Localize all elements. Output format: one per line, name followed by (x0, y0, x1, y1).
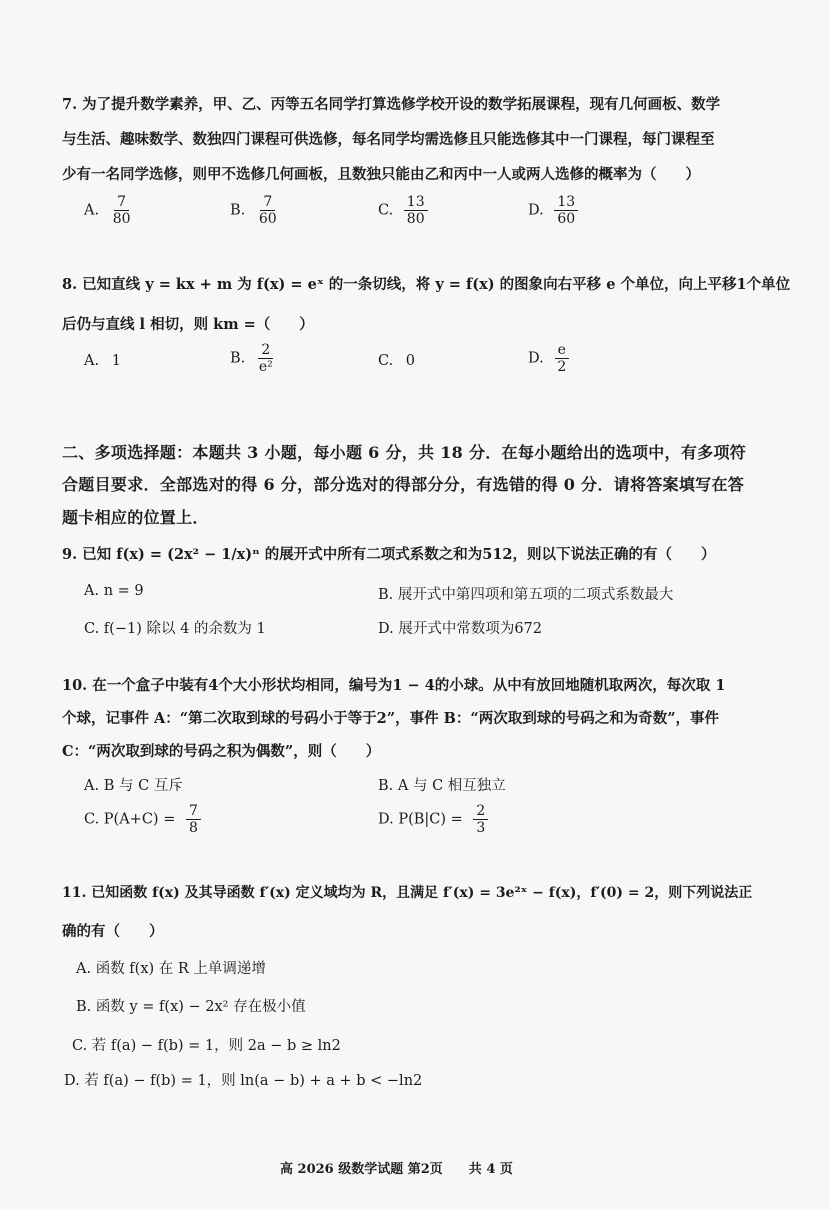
q7-line-3: 少有一名同学选修，则甲不选修几何画板，且数独只能由乙和丙中一人或两人选修的概率为（ ） (62, 166, 700, 183)
option-value: 0 (405, 353, 416, 369)
q10-line-3: C：“两次取到球的号码之积为偶数”，则（ ） (62, 743, 381, 760)
q10-option-d (378, 803, 488, 836)
numerator: 7 (260, 194, 275, 211)
q8-option-d (528, 342, 569, 375)
q7-option-c (378, 194, 428, 227)
denominator: e² (258, 359, 273, 376)
fraction (256, 194, 280, 227)
q8-option-a (84, 353, 121, 369)
section-2-line-3: 题卡相应的位置上． (62, 508, 209, 527)
q11-line-2: 确的有（ ） (62, 923, 164, 940)
numerator: 2 (473, 803, 488, 820)
q7-line-2: 与生活、趣味数学、数独四门课程可供选修，每名同学均需选修且只能选修其中一门课程，每门课程至 (62, 131, 715, 148)
q10-line-2: 个球，记事件 A：“第二次取到球的号码小于等于2”，事件 B：“两次取到球的号码之和为奇数”，事件 (62, 710, 720, 727)
q8-line-1: 8. 已知直线 y = kx + m 为 f(x) = eˣ 的一条切线，将 y = f(x) 的图象向右平移 e 个单位，向上平移1个单位 (62, 276, 791, 293)
numerator: 7 (114, 194, 129, 211)
option-label: C. (378, 353, 394, 369)
q9-option-d: D. 展开式中常数项为672 (378, 621, 543, 637)
fraction (256, 342, 276, 375)
q7-option-a (84, 194, 134, 227)
denominator: 2 (557, 359, 567, 376)
q11-option-b: B. 函数 y = f(x) − 2x² 存在极小值 (76, 999, 306, 1015)
fraction (404, 194, 428, 227)
q9-stem: 9. 已知 f(x) = (2x² − 1/x)ⁿ 的展开式中所有二项式系数之和为512，则以下说法正确的有（ ） (62, 546, 716, 563)
denominator: 80 (112, 211, 131, 228)
option-label: B. (230, 350, 246, 367)
denominator: 8 (188, 820, 198, 837)
option-expression: D. P(B|C) = (378, 811, 463, 828)
option-label: A. (84, 202, 100, 219)
q9-option-c: C. f(−1) 除以 4 的余数为 1 (84, 621, 266, 637)
page-footer: 高 2026 级数学试题 第2页 共 4 页 (280, 1162, 513, 1177)
q9-option-a: A. n = 9 (84, 583, 144, 599)
option-value: 1 (111, 353, 121, 369)
q7-option-d (528, 194, 578, 227)
q7-line-1: 7. 为了提升数学素养，甲、乙、丙等五名同学打算选修学校开设的数学拓展课程，现有几何画板、数学 (62, 96, 721, 113)
option-label: B. (230, 202, 246, 219)
q10-option-c (84, 803, 201, 836)
q8-option-c (378, 353, 415, 369)
numerator: 7 (186, 803, 201, 820)
fraction (110, 194, 134, 227)
option-expression: C. P(A+C) = (84, 811, 176, 828)
q10-option-a: A. B 与 C 互斥 (84, 778, 183, 794)
fraction (554, 194, 578, 227)
option-label: A. (84, 353, 100, 369)
denominator: 80 (406, 211, 425, 228)
numerator: 13 (554, 194, 578, 211)
numerator: e (555, 342, 569, 359)
section-2-line-1: 二、多项选择题：本题共 3 小题，每小题 6 分，共 18 分．在每小题给出的选项中，有多项符 (62, 443, 747, 462)
fraction (554, 342, 569, 375)
fraction (473, 803, 488, 836)
fraction (186, 803, 201, 836)
q11-line-1: 11. 已知函数 f(x) 及其导函数 f′(x) 定义域均为 R，且满足 f′(x) = 3e²ˣ − f(x)，f′(0) = 2，则下列说法正 (62, 885, 753, 901)
numerator: 13 (404, 194, 428, 211)
q8-option-b (230, 342, 276, 375)
q10-option-b: B. A 与 C 相互独立 (378, 778, 506, 794)
option-label: D. (528, 350, 544, 367)
q11-option-a: A. 函数 f(x) 在 R 上单调递增 (76, 961, 266, 977)
q11-option-d: D. 若 f(a) − f(b) = 1，则 ln(a − b) + a + b < −ln2 (64, 1073, 423, 1089)
section-2-line-2: 合题目要求．全部选对的得 6 分，部分选对的得部分分，有选错的得 0 分．请将答案填写在答 (62, 475, 745, 494)
q10-line-1: 10. 在一个盒子中装有4个大小形状均相同，编号为1 − 4的小球。从中有放回地随机取两次，每次取 1 (62, 677, 726, 694)
denominator: 60 (557, 211, 576, 228)
numerator: 2 (258, 342, 273, 359)
q7-option-b (230, 194, 280, 227)
q11-option-c: C. 若 f(a) − f(b) = 1，则 2a − b ≥ ln2 (72, 1038, 341, 1054)
option-label: D. (528, 202, 544, 219)
q9-option-b: B. 展开式中第四项和第五项的二项式系数最大 (378, 587, 674, 603)
denominator: 3 (476, 820, 486, 837)
option-label: C. (378, 202, 394, 219)
q8-line-2: 后仍与直线 l 相切，则 km =（ ） (62, 316, 314, 333)
denominator: 60 (258, 211, 277, 228)
